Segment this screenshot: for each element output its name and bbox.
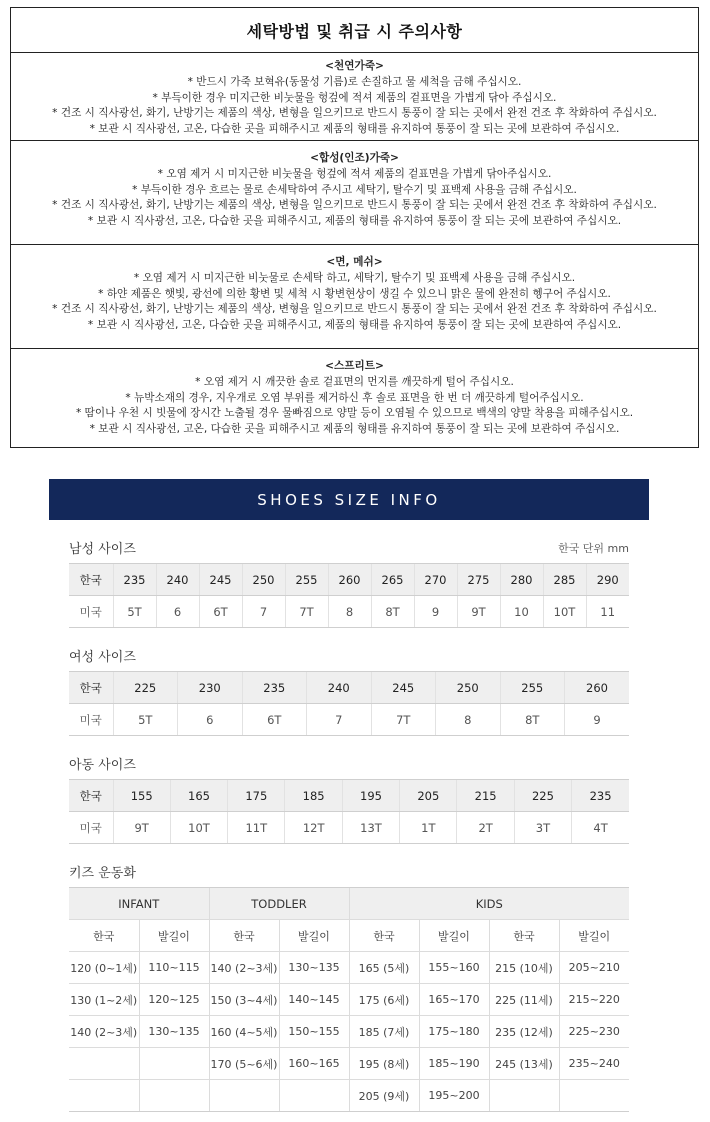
kids-sneakers-title: 키즈 운동화 (69, 866, 136, 881)
care-line: * 하얀 제품은 햇빛, 광선에 의한 황변 및 세척 시 황변현상이 생길 수 있으니 맑은 물에 완전히 헹구어 주십시오. (98, 287, 611, 300)
korea-size-cell: 250 (436, 672, 501, 704)
korea-size-cell: 260 (565, 672, 630, 704)
table-cell (209, 1080, 279, 1112)
us-size-cell: 5T (113, 596, 156, 628)
sub-header-cell: 발길이 (559, 920, 629, 952)
korea-size-cell: 195 (342, 780, 399, 812)
kids-sneakers-table (69, 887, 629, 1112)
men-size-title: 남성 사이즈 (69, 542, 136, 557)
care-section-synthetic-leather (11, 141, 698, 245)
table-cell: 130 (1~2세) (69, 984, 139, 1016)
korea-size-cell: 235 (572, 780, 629, 812)
korea-size-cell: 215 (457, 780, 514, 812)
table-cell (559, 1080, 629, 1112)
korea-size-cell: 245 (371, 672, 436, 704)
korea-size-row (69, 780, 629, 812)
table-cell: 140~145 (279, 984, 349, 1016)
table-cell: 140 (2~3세) (209, 952, 279, 984)
us-size-cell: 9T (457, 596, 500, 628)
us-size-cell: 9 (414, 596, 457, 628)
table-cell: 155~160 (419, 952, 489, 984)
care-line: * 뉴박소재의 경우, 지우개로 오염 부위를 제거하신 후 솔로 표면을 한 번 더 깨끗하게 털어주십시오. (125, 391, 584, 404)
table-row (69, 952, 629, 984)
us-size-cell: 5T (113, 704, 178, 736)
korea-size-cell: 290 (586, 564, 629, 596)
us-size-row (69, 812, 629, 844)
care-section-natural-leather (11, 53, 698, 141)
table-cell (139, 1048, 209, 1080)
shoes-size-banner: SHOES SIZE INFO (49, 479, 649, 520)
table-cell: 160 (4~5세) (209, 1016, 279, 1048)
korea-size-cell: 225 (113, 672, 178, 704)
table-cell: 165 (5세) (349, 952, 419, 984)
korea-size-cell: 230 (178, 672, 243, 704)
us-size-cell: 9 (565, 704, 630, 736)
care-line: * 보관 시 직사광선, 고온, 다습한 곳을 피해주시고, 제품의 형태를 유지하여 통풍이 잘 되는 곳에 보관하여 주십시오. (87, 319, 622, 332)
us-size-cell: 9T (113, 812, 170, 844)
group-header-kids: KIDS (349, 888, 629, 920)
us-size-cell: 6 (156, 596, 199, 628)
care-line: * 부득이한 경우 미지근한 비눗물을 헝겊에 적셔 제품의 겉표면을 가볍게 닦아 주십시오. (152, 91, 557, 104)
korea-size-row (69, 672, 629, 704)
sub-header-cell: 한국 (69, 920, 139, 952)
table-cell (139, 1080, 209, 1112)
sub-header-cell: 한국 (209, 920, 279, 952)
care-section-cotton-mesh (11, 245, 698, 349)
korea-size-cell: 240 (156, 564, 199, 596)
care-instructions-box (10, 7, 699, 448)
group-header-row (69, 888, 629, 920)
korea-size-cell: 250 (242, 564, 285, 596)
table-cell: 235~240 (559, 1048, 629, 1080)
table-cell: 130~135 (139, 1016, 209, 1048)
korea-size-row (69, 564, 629, 596)
table-row (69, 984, 629, 1016)
table-cell: 225 (11세) (489, 984, 559, 1016)
row-label-us: 미국 (69, 596, 113, 628)
table-cell: 120 (0~1세) (69, 952, 139, 984)
us-size-cell: 7 (242, 596, 285, 628)
table-cell: 120~125 (139, 984, 209, 1016)
men-size-table (69, 563, 629, 628)
korea-size-cell: 235 (242, 672, 307, 704)
care-title: 세탁방법 및 취급 시 주의사항 (11, 8, 698, 53)
table-row (69, 1016, 629, 1048)
care-line: * 보관 시 직사광선, 고온, 다습한 곳을 피해주시고 제품의 형태를 유지하여 통풍이 잘 되는 곳에 보관하여 주십시오. (89, 123, 620, 136)
korea-size-cell: 165 (170, 780, 227, 812)
korea-size-cell: 255 (285, 564, 328, 596)
table-cell: 110~115 (139, 952, 209, 984)
table-cell: 175 (6세) (349, 984, 419, 1016)
care-line: * 오염 제거 시 미지근한 비눗물을 헝겊에 적셔 제품의 겉표면을 가볍게 닦아주십시오. (157, 167, 552, 180)
table-cell (279, 1080, 349, 1112)
us-size-row (69, 704, 629, 736)
care-line: * 반드시 가죽 보혁유(동물성 기름)로 손질하고 물 세척을 금해 주십시오. (187, 75, 522, 88)
unit-label: 한국 단위 mm (558, 542, 629, 555)
table-cell: 185~190 (419, 1048, 489, 1080)
korea-size-cell: 225 (514, 780, 571, 812)
table-cell: 150 (3~4세) (209, 984, 279, 1016)
table-cell: 215 (10세) (489, 952, 559, 984)
women-size-title: 여성 사이즈 (69, 650, 136, 665)
section-heading: <스프리트> (325, 360, 384, 372)
table-cell (489, 1080, 559, 1112)
korea-size-cell: 265 (371, 564, 414, 596)
section-heading: <합성(인조)가죽> (310, 152, 399, 164)
us-size-cell: 6T (199, 596, 242, 628)
korea-size-cell: 205 (400, 780, 457, 812)
children-size-table (69, 779, 629, 844)
us-size-row (69, 596, 629, 628)
korea-size-cell: 285 (543, 564, 586, 596)
table-cell: 170 (5~6세) (209, 1048, 279, 1080)
care-line: * 건조 시 직사광선, 화기, 난방기는 제품의 색상, 변형을 일으키므로 반드시 통풍이 잘 되는 곳에서 완전 건조 후 착화하여 주십시오. (52, 107, 657, 120)
care-line: * 부득이한 경우 흐르는 물로 손세탁하여 주시고 세탁기, 탈수기 및 표백제 사용을 금해 주십시오. (132, 183, 577, 196)
care-line: * 보관 시 직사광선, 고온, 다습한 곳을 피해주시고, 제품의 형태를 유지하여 통풍이 잘 되는 곳에 보관하여 주십시오. (87, 215, 622, 228)
table-cell: 225~230 (559, 1016, 629, 1048)
table-cell: 205~210 (559, 952, 629, 984)
table-cell: 130~135 (279, 952, 349, 984)
group-header-infant: INFANT (69, 888, 209, 920)
us-size-cell: 1T (400, 812, 457, 844)
table-cell: 150~155 (279, 1016, 349, 1048)
row-label-korea: 한국 (69, 672, 113, 704)
row-label-us: 미국 (69, 704, 113, 736)
us-size-cell: 8T (371, 596, 414, 628)
table-cell: 195 (8세) (349, 1048, 419, 1080)
us-size-cell: 10 (500, 596, 543, 628)
children-size-title: 아동 사이즈 (69, 758, 136, 773)
table-cell: 235 (12세) (489, 1016, 559, 1048)
us-size-cell: 13T (342, 812, 399, 844)
sub-header-cell: 발길이 (279, 920, 349, 952)
row-label-us: 미국 (69, 812, 113, 844)
table-cell (69, 1048, 139, 1080)
korea-size-cell: 240 (307, 672, 372, 704)
us-size-cell: 7 (307, 704, 372, 736)
sub-header-cell: 한국 (489, 920, 559, 952)
table-cell: 205 (9세) (349, 1080, 419, 1112)
care-line: * 땀이나 우천 시 빗물에 장시간 노출될 경우 물빠짐으로 양말 등이 오염될 수 있으므로 백색의 양말 착용을 피해주십시오. (75, 407, 634, 420)
korea-size-cell: 260 (328, 564, 371, 596)
us-size-cell: 11 (586, 596, 629, 628)
care-line: * 오염 제거 시 깨끗한 솔로 겉표면의 먼지를 깨끗하게 털어 주십시오. (195, 375, 514, 388)
korea-size-cell: 255 (500, 672, 565, 704)
table-cell: 165~170 (419, 984, 489, 1016)
care-line: * 건조 시 직사광선, 화기, 난방기는 제품의 색상, 변형을 일으키므로 반드시 통풍이 잘 되는 곳에서 완전 건조 후 착화하여 주십시오. (52, 199, 657, 212)
korea-size-cell: 155 (113, 780, 170, 812)
us-size-cell: 8T (500, 704, 565, 736)
korea-size-cell: 245 (199, 564, 242, 596)
row-label-korea: 한국 (69, 780, 113, 812)
care-section-suede (11, 349, 698, 447)
us-size-cell: 4T (572, 812, 629, 844)
us-size-cell: 8 (328, 596, 371, 628)
table-cell (69, 1080, 139, 1112)
sub-header-cell: 발길이 (139, 920, 209, 952)
table-cell: 245 (13세) (489, 1048, 559, 1080)
us-size-cell: 3T (514, 812, 571, 844)
table-cell: 175~180 (419, 1016, 489, 1048)
women-size-table (69, 671, 629, 736)
korea-size-cell: 235 (113, 564, 156, 596)
care-line: * 건조 시 직사광선, 화기, 난방기는 제품의 색상, 변형을 일으키므로 반드시 통풍이 잘 되는 곳에서 완전 건조 후 착화하여 주십시오. (52, 303, 657, 316)
care-line: * 오염 제거 시 미지근한 비눗물로 손세탁 하고, 세탁기, 탈수기 및 표백제 사용을 금해 주십시오. (133, 271, 576, 284)
us-size-cell: 10T (543, 596, 586, 628)
korea-size-cell: 175 (228, 780, 285, 812)
table-cell: 140 (2~3세) (69, 1016, 139, 1048)
us-size-cell: 6T (242, 704, 307, 736)
us-size-cell: 11T (228, 812, 285, 844)
section-heading: <천연가죽> (325, 60, 384, 72)
section-heading: <면, 메쉬> (326, 256, 383, 268)
korea-size-cell: 185 (285, 780, 342, 812)
us-size-cell: 6 (178, 704, 243, 736)
us-size-cell: 7T (285, 596, 328, 628)
care-line: * 보관 시 직사광선, 고온, 다습한 곳을 피해주시고 제품의 형태를 유지하여 통풍이 잘 되는 곳에 보관하여 주십시오. (89, 423, 620, 436)
korea-size-cell: 270 (414, 564, 457, 596)
table-cell: 160~165 (279, 1048, 349, 1080)
us-size-cell: 2T (457, 812, 514, 844)
us-size-cell: 8 (436, 704, 501, 736)
table-row (69, 1048, 629, 1080)
table-cell: 185 (7세) (349, 1016, 419, 1048)
sub-header-cell: 한국 (349, 920, 419, 952)
us-size-cell: 10T (170, 812, 227, 844)
group-header-toddler: TODDLER (209, 888, 349, 920)
sub-header-cell: 발길이 (419, 920, 489, 952)
row-label-korea: 한국 (69, 564, 113, 596)
us-size-cell: 7T (371, 704, 436, 736)
table-row (69, 1080, 629, 1112)
us-size-cell: 12T (285, 812, 342, 844)
table-cell: 195~200 (419, 1080, 489, 1112)
korea-size-cell: 275 (457, 564, 500, 596)
sub-header-row (69, 920, 629, 952)
table-cell: 215~220 (559, 984, 629, 1016)
korea-size-cell: 280 (500, 564, 543, 596)
